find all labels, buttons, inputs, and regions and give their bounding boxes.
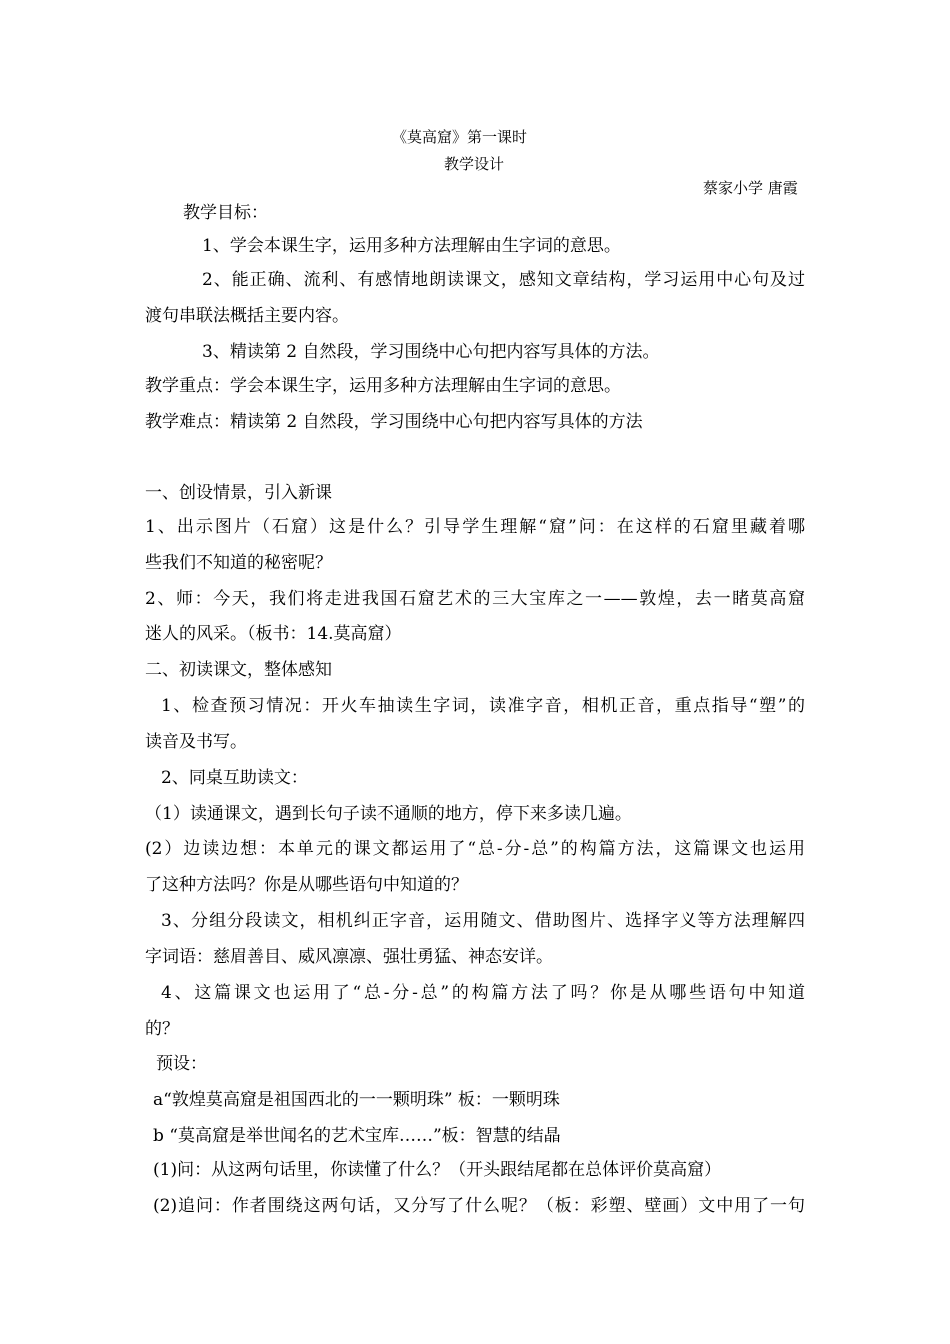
section-heading: 教学目标： (183, 203, 268, 223)
paragraph-line: 3、精读第 2 自然段，学习围绕中心句把内容写具体的方法。 (202, 342, 660, 362)
paragraph-line: 迷人的风采。（板书：14.莫高窟） (145, 624, 402, 644)
section-heading: 一、创设情景，引入新课 (145, 483, 332, 503)
paragraph-line: 字词语：慈眉善目、威风凛凛、强壮勇猛、神态安详。 (145, 947, 553, 967)
paragraph-line: 2、能正确、流利、有感情地朗读课文，感知文章结构，学习运用中心句及过 (202, 270, 805, 290)
paragraph-line: 教学难点：精读第 2 自然段，学习围绕中心句把内容写具体的方法 (145, 412, 643, 432)
paragraph-line: 3、分组分段读文，相机纠正字音，运用随文、借助图片、选择字义等方法理解四 (161, 911, 805, 931)
paragraph-line: 4、这篇课文也运用了“总-分-总”的构篇方法了吗？你是从哪些语句中知道 (161, 983, 805, 1003)
paragraph-line: 渡句串联法概括主要内容。 (145, 306, 349, 326)
paragraph-line: a“敦煌莫高窟是祖国西北的一一颗明珠” 板：一颗明珠 (153, 1090, 560, 1110)
paragraph-line: (1)问：从这两句话里，你读懂了什么？（开头跟结尾都在总体评价莫高窟） (153, 1160, 722, 1180)
paragraph-line: 1、检查预习情况：开火车抽读生字词，读准字音，相机正音，重点指导“塑”的 (161, 696, 805, 716)
paragraph-line: （1）读通课文，遇到长句子读不通顺的地方，停下来多读几遍。 (145, 804, 632, 824)
paragraph-line: (2）边读边想：本单元的课文都运用了“总-分-总”的构篇方法，这篇课文也运用 (145, 839, 805, 859)
paragraph-line: 的？ (145, 1019, 179, 1039)
paragraph-line: 些我们不知道的秘密呢？ (145, 553, 332, 573)
paragraph-line: b “莫高窟是举世闻名的艺术宝库……”板：智慧的结晶 (153, 1126, 561, 1146)
document-title: 《莫高窟》第一课时 (392, 128, 528, 146)
document-subtitle: 教学设计 (444, 155, 505, 173)
paragraph-line: (2)追问：作者围绕这两句话，又分写了什么呢？（板：彩塑、壁画）文中用了一句 (153, 1196, 805, 1216)
paragraph-line: 2、师：今天，我们将走进我国石窟艺术的三大宝库之一——敦煌，去一睹莫高窟 (145, 589, 805, 609)
paragraph-line: 预设： (156, 1054, 207, 1074)
paragraph-line: 读音及书写。 (145, 732, 247, 752)
paragraph-line: 了这种方法吗？你是从哪些语句中知道的？ (145, 875, 468, 895)
paragraph-line: 1、学会本课生字，运用多种方法理解由生字词的意思。 (202, 236, 621, 256)
paragraph-line: 教学重点：学会本课生字，运用多种方法理解由生字词的意思。 (145, 376, 621, 396)
paragraph-line: 2、同桌互助读文： (161, 768, 308, 788)
author-line: 蔡家小学 唐霞 (703, 179, 798, 197)
paragraph-line: 1、出示图片（石窟）这是什么？引导学生理解“窟”问：在这样的石窟里藏着哪 (145, 517, 805, 537)
section-heading: 二、初读课文，整体感知 (145, 660, 332, 680)
